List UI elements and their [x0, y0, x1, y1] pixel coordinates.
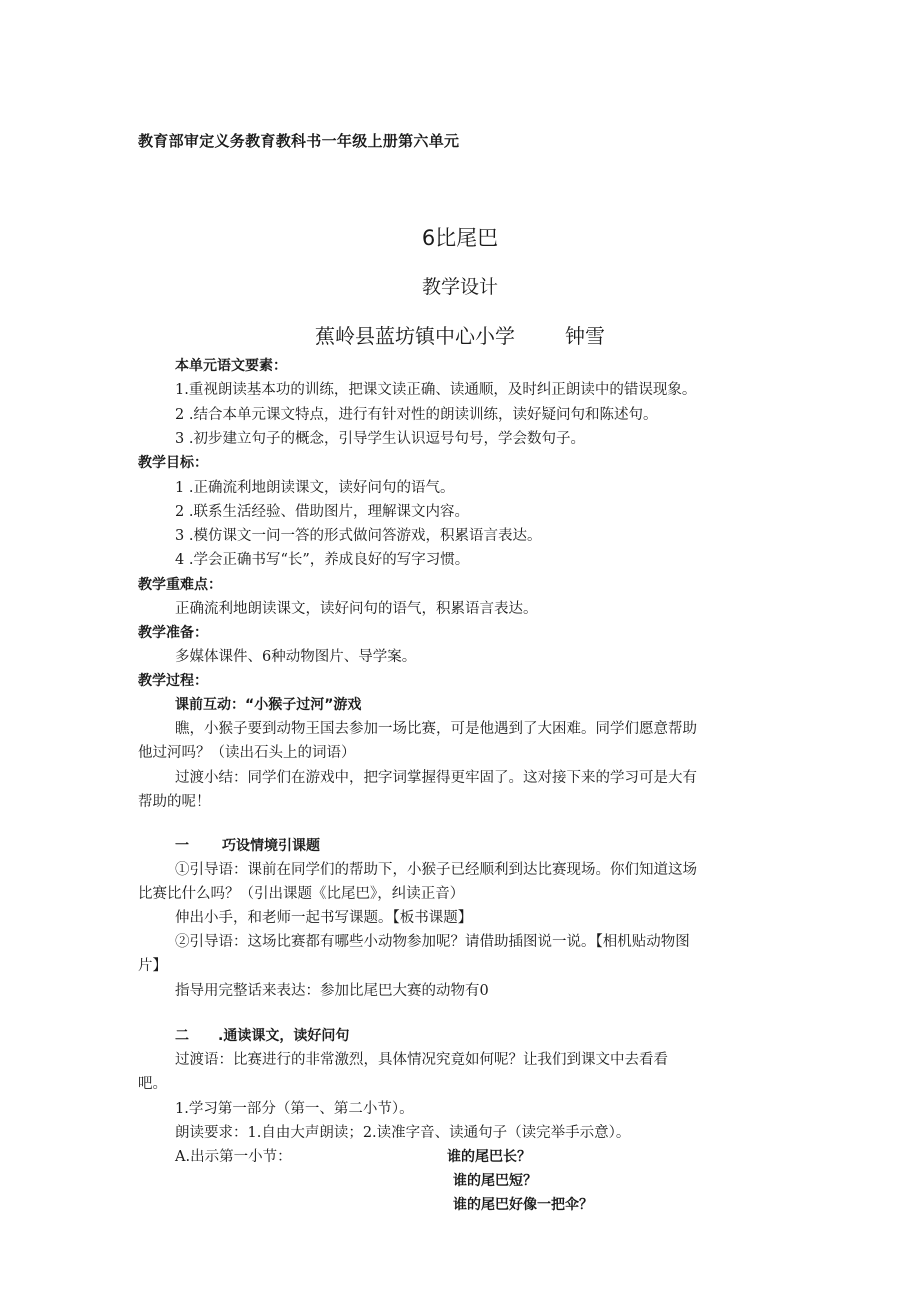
section2-text: 朗读要求：1.自由大声朗读；2.读准字音、读通句子（读完举手示意）。 [175, 1125, 631, 1141]
key-points-text: 正确流利地朗读课文，读好问句的语气，积累语言表达。 [175, 601, 538, 617]
goal-item: 4 .学会正确书写“长”，养成良好的写字习惯。 [175, 552, 470, 568]
key-points-heading: 教学重难点： [138, 577, 222, 593]
unit-element-item: 3 .初步建立句子的概念，引导学生认识逗号句号，学会数句子。 [175, 431, 585, 447]
section1-number: 一 [175, 838, 189, 854]
lesson-subtitle: 教学设计 [421, 276, 498, 298]
goal-item: 1 .正确流利地朗读课文，读好问句的语气。 [175, 480, 455, 496]
author-line [0, 320, 920, 349]
goals-heading: 教学目标： [138, 455, 208, 471]
process-heading: 教学过程： [138, 673, 208, 689]
document-header: 教育部审定义务教育教科书一年级上册第六单元 [138, 132, 460, 150]
preparation-text: 多媒体课件、6种动物图片、导学案。 [175, 649, 417, 665]
section1-text: 伸出小手，和老师一起书写课题。【板书课题】 [175, 910, 473, 926]
warmup-title: 课前互动：“小猴子过河”游戏 [175, 697, 362, 713]
section1-title: 巧设情境引课题 [222, 838, 320, 854]
section1-text: 比赛比什么吗？（引出课题《比尾巴》，纠读正音） [138, 886, 465, 902]
unit-element-item: 2 .结合本单元课文特点，进行有针对性的朗读训练，读好疑问句和陈述句。 [175, 407, 658, 423]
section2-number: 二 [175, 1028, 189, 1044]
question-line: 谁的尾巴长？ [447, 1149, 531, 1165]
goal-item: 3 .模仿课文一问一答的形式做问答游戏，积累语言表达。 [175, 528, 542, 544]
unit-element-item: 1.重视朗读基本功的训练，把课文读正确、读通顺，及时纠正朗读中的错误现象。 [175, 382, 697, 398]
unit-elements-heading: 本单元语文要素： [175, 358, 287, 374]
author-school: 蕉岭县蓝坊镇中心小学 [315, 324, 515, 348]
section1-text: ②引导语：这场比赛都有哪些小动物参加呢？请借助插图说一说。【相机贴动物图 [175, 934, 690, 950]
goal-item: 2 .联系生活经验、借助图片，理解课文内容。 [175, 504, 469, 520]
section2-text: 吧。 [138, 1076, 167, 1092]
section1-text: 片】 [138, 958, 167, 974]
warmup-text: 他过河吗？（读出石头上的词语） [138, 745, 356, 761]
section2-text: A.出示第一小节： [175, 1149, 292, 1165]
transition-text: 帮助的呢！ [138, 794, 211, 810]
transition-text: 过渡小结：同学们在游戏中，把字词掌握得更牢固了。这对接下来的学习可是大有 [175, 770, 697, 786]
author-name: 钟雪 [565, 324, 605, 348]
section2-text: 过渡语：比赛进行的非常激烈，具体情况究竟如何呢？让我们到课文中去看看 [175, 1052, 668, 1068]
question-line: 谁的尾巴好像一把伞？ [453, 1197, 593, 1213]
section2-title: .通读课文，读好问句 [218, 1028, 350, 1044]
lesson-title: 6比尾巴 [421, 226, 499, 250]
question-line: 谁的尾巴短？ [453, 1173, 537, 1189]
warmup-text: 瞧，小猴子要到动物王国去参加一场比赛，可是他遇到了大困难。同学们愿意帮助 [175, 721, 697, 737]
preparation-heading: 教学准备： [138, 625, 208, 641]
section2-text: 1.学习第一部分（第一、第二小节）。 [175, 1101, 414, 1117]
section1-text: 指导用完整话来表达：参加比尾巴大赛的动物有0 [175, 983, 489, 999]
section1-text: ①引导语：课前在同学们的帮助下，小猴子已经顺利到达比赛现场。你们知道这场 [175, 862, 697, 878]
